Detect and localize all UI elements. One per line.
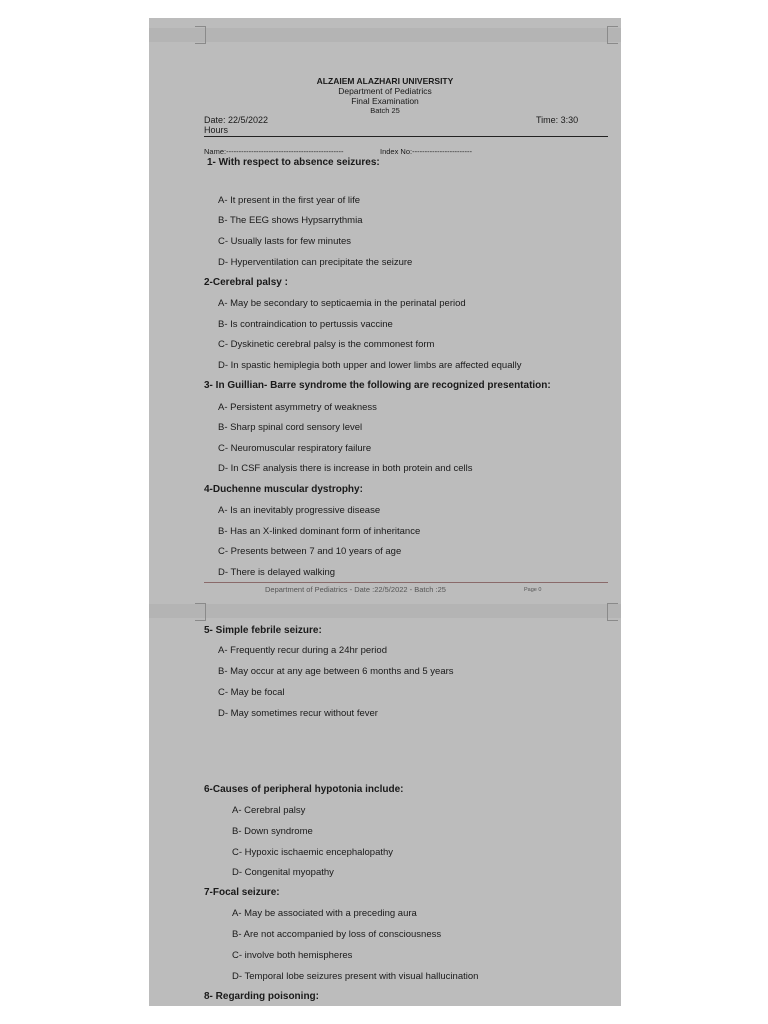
department-name: Department of Pediatrics bbox=[338, 86, 432, 96]
question-2-option-a: A- May be secondary to septicaemia in the perinatal period bbox=[218, 298, 466, 309]
question-5-option-d: D- May sometimes recur without fever bbox=[218, 708, 378, 719]
question-1-option-a: A- It present in the first year of life bbox=[218, 195, 361, 206]
margin-mark-left-2 bbox=[195, 603, 206, 621]
question-4-option-d: D- There is delayed walking bbox=[218, 567, 336, 578]
margin-mark-right-2 bbox=[607, 603, 618, 621]
page-break-band bbox=[149, 604, 621, 618]
question-3-title: 3- In Guillian- Barre syndrome the following are recognized presentation: bbox=[204, 380, 551, 391]
question-3-option-d: D- In CSF analysis there is increase in both protein and cells bbox=[218, 463, 473, 474]
margin-mark-left bbox=[195, 26, 206, 44]
question-5-option-a: A- Frequently recur during a 24hr period bbox=[218, 645, 387, 656]
question-3-option-a: A- Persistent asymmetry of weakness bbox=[218, 402, 377, 413]
question-6-title: 6-Causes of peripheral hypotonia include: bbox=[204, 784, 404, 795]
question-2-title: 2-Cerebral palsy : bbox=[204, 277, 288, 288]
batch-label: Batch 25 bbox=[370, 106, 400, 115]
question-2-option-b: B- Is contraindication to pertussis vaccine bbox=[218, 319, 393, 330]
question-7-title: 7-Focal seizure: bbox=[204, 887, 280, 898]
question-5-option-b: B- May occur at any age between 6 months and 5 years bbox=[218, 666, 454, 677]
question-1-option-d: D- Hyperventilation can precipitate the seizure bbox=[218, 257, 413, 268]
margin-mark-right bbox=[607, 26, 618, 44]
question-2-option-d: D- In spastic hemiplegia both upper and lower limbs are affected equally bbox=[218, 360, 522, 371]
question-2-option-c: C- Dyskinetic cerebral palsy is the commonest form bbox=[218, 339, 435, 350]
question-1-option-c: C- Usually lasts for few minutes bbox=[218, 236, 352, 247]
question-8-title: 8- Regarding poisoning: bbox=[204, 991, 319, 1002]
question-7-option-d: D- Temporal lobe seizures present with visual hallucination bbox=[232, 971, 479, 982]
page-number: Page 0 bbox=[524, 587, 542, 593]
header-rule bbox=[204, 136, 608, 137]
exam-title: Final Examination bbox=[351, 96, 419, 106]
question-3-option-b: B- Sharp spinal cord sensory level bbox=[218, 422, 363, 433]
question-6-option-b: B- Down syndrome bbox=[232, 826, 313, 837]
page-top-band bbox=[149, 28, 621, 42]
question-5-title: 5- Simple febrile seizure: bbox=[204, 625, 322, 636]
exam-hours: Hours bbox=[204, 125, 229, 135]
question-1-title: 1- With respect to absence seizures: bbox=[207, 157, 380, 168]
document-scan bbox=[149, 18, 621, 1006]
question-3-option-c: C- Neuromuscular respiratory failure bbox=[218, 443, 372, 454]
question-7-option-c: C- involve both hemispheres bbox=[232, 950, 353, 961]
question-6-option-d: D- Congenital myopathy bbox=[232, 867, 334, 878]
index-field: Index No:------------------------ bbox=[380, 147, 473, 156]
question-6-option-a: A- Cerebral palsy bbox=[232, 805, 306, 816]
page-footer: Department of Pediatrics - Date :22/5/2022 - Batch :25 bbox=[265, 585, 446, 594]
question-7-option-b: B- Are not accompanied by loss of consciousness bbox=[232, 929, 442, 940]
university-name: ALZAIEM ALAZHARI UNIVERSITY bbox=[316, 76, 454, 86]
footer-rule bbox=[204, 582, 608, 583]
exam-date: Date: 22/5/2022 bbox=[204, 115, 269, 125]
question-4-option-b: B- Has an X-linked dominant form of inheritance bbox=[218, 526, 421, 537]
question-4-option-c: C- Presents between 7 and 10 years of age bbox=[218, 546, 402, 557]
question-1-option-b: B- The EEG shows Hypsarrythmia bbox=[218, 215, 363, 226]
exam-time: Time: 3:30 bbox=[536, 115, 579, 125]
name-field: Name:----------------------------------------------- bbox=[204, 147, 344, 156]
question-5-option-c: C- May be focal bbox=[218, 687, 285, 698]
question-4-option-a: A- Is an inevitably progressive disease bbox=[218, 505, 381, 516]
question-6-option-c: C- Hypoxic ischaemic encephalopathy bbox=[232, 847, 394, 858]
question-4-title: 4-Duchenne muscular dystrophy: bbox=[204, 484, 363, 495]
question-7-option-a: A- May be associated with a preceding aura bbox=[232, 908, 417, 919]
